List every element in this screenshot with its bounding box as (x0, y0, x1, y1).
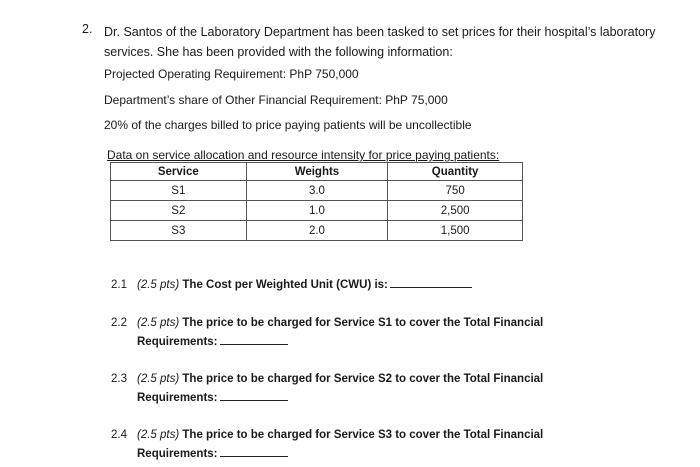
header-quantity: Quantity (388, 163, 523, 181)
answer-blank[interactable] (390, 276, 472, 288)
cell-weight: 2.0 (246, 221, 388, 241)
info-uncollectible: 20% of the charges billed to price paying patients will be uncollectible (104, 118, 472, 132)
subquestion-number: 2.2 (111, 317, 127, 329)
cell-weight: 1.0 (246, 201, 388, 221)
subquestion-points: (2.5 pts) (137, 429, 180, 441)
subquestion-text: The price to be charged for Service S3 to cover the Total Financial (182, 429, 544, 441)
cell-service: S2 (111, 201, 247, 221)
subquestion-text: The price to be charged for Service S1 to cover the Total Financial (182, 317, 544, 329)
header-weights: Weights (246, 163, 388, 181)
cell-service: S1 (111, 181, 247, 201)
subquestion-points: (2.5 pts) (137, 317, 180, 329)
answer-blank[interactable] (220, 445, 288, 457)
info-other-financial-requirement: Department’s share of Other Financial Requirement: PhP 75,000 (104, 93, 448, 107)
cell-service: S3 (111, 221, 247, 241)
table-header-row (111, 163, 523, 181)
cell-weight: 3.0 (246, 181, 388, 201)
cell-quantity: 1,500 (388, 221, 523, 241)
subquestion-continuation: Requirements: (137, 392, 218, 404)
subquestion-number: 2.3 (111, 373, 127, 385)
subquestion-number: 2.1 (111, 279, 127, 291)
table-row (111, 221, 523, 241)
info-operating-requirement: Projected Operating Requirement: PhP 750,000 (104, 67, 359, 81)
subquestion-points: (2.5 pts) (137, 279, 180, 291)
header-service: Service (111, 163, 247, 181)
question-intro: Dr. Santos of the Laboratory Department has been tasked to set prices for their hospital’s laboratory services. She has been provided with the following information: (104, 25, 656, 59)
subquestion-continuation: Requirements: (137, 336, 218, 348)
subquestion-number: 2.4 (111, 429, 127, 441)
answer-blank[interactable] (220, 389, 288, 401)
subquestion-continuation: Requirements: (137, 448, 218, 460)
answer-blank[interactable] (220, 333, 288, 345)
table-row (111, 201, 523, 221)
question-number: 2. (82, 22, 93, 36)
subquestion-text: The Cost per Weighted Unit (CWU) is: (182, 279, 388, 291)
subquestion-points: (2.5 pts) (137, 373, 180, 385)
service-table (110, 162, 523, 241)
table-caption: Data on service allocation and resource intensity for price paying patients: (107, 148, 500, 162)
subquestion-text: The price to be charged for Service S2 to cover the Total Financial (182, 373, 544, 385)
cell-quantity: 2,500 (388, 201, 523, 221)
table-row (111, 181, 523, 201)
cell-quantity: 750 (388, 181, 523, 201)
